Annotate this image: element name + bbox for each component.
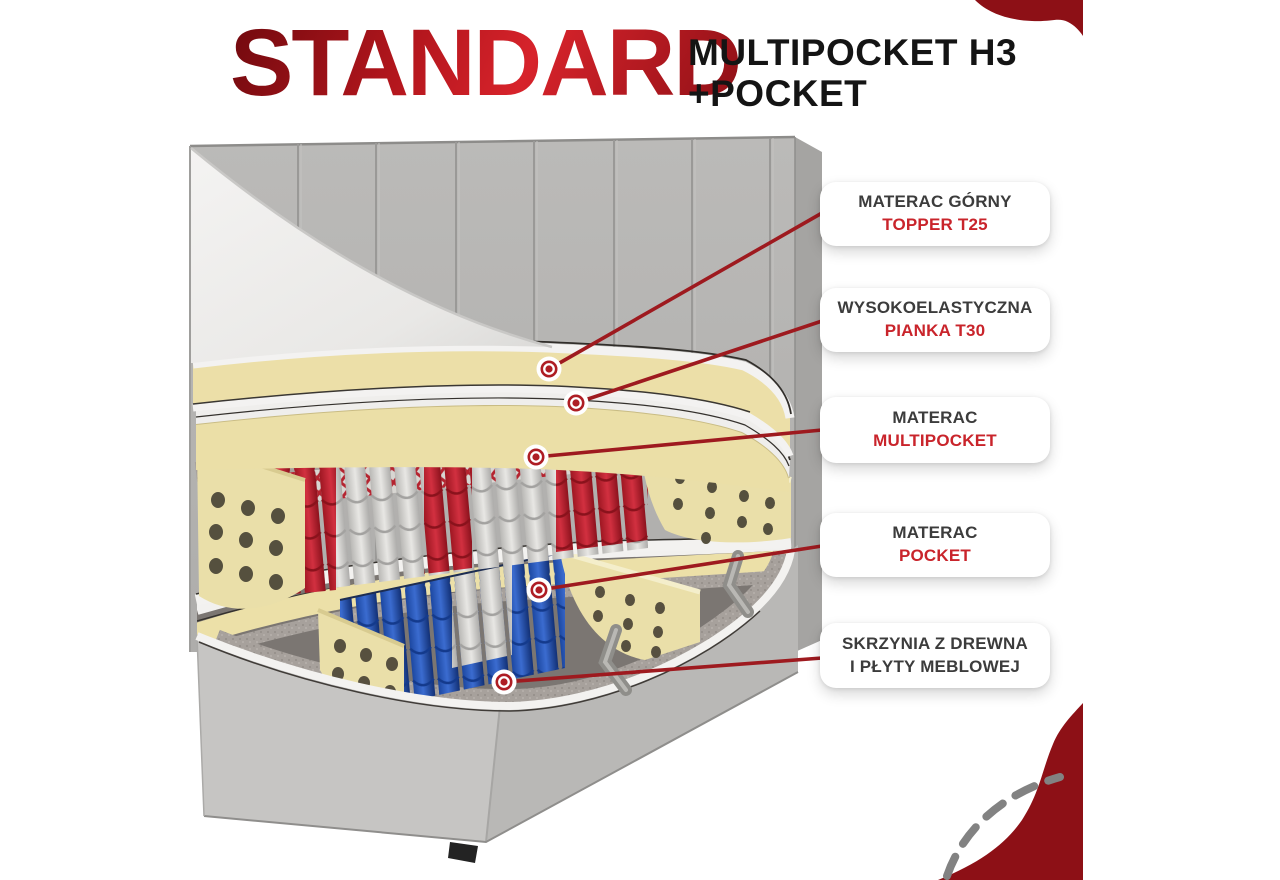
callout-line1: MATERAC — [892, 408, 978, 428]
callout-line1: MATERAC GÓRNY — [858, 192, 1012, 212]
corner-blob-bottom — [938, 703, 1083, 880]
callout-line1: SKRZYNIA Z DREWNA — [842, 633, 1028, 653]
layer-marker — [527, 578, 552, 603]
layer-marker — [537, 357, 562, 382]
subtitle-line-2: +POCKET — [688, 73, 868, 115]
bed-foot — [448, 842, 478, 863]
layer-marker — [524, 445, 549, 470]
callout-line2: MULTIPOCKET — [873, 431, 997, 450]
layer-marker — [492, 670, 517, 695]
callout-label-multipocket — [820, 397, 1050, 463]
subtitle-line-1: MULTIPOCKET H3 — [688, 32, 1018, 73]
callout-line2: POCKET — [898, 546, 972, 565]
callout-label-pocket — [820, 513, 1050, 577]
callout-line2: PIANKA T30 — [884, 321, 986, 340]
page-title: STANDARD — [230, 10, 740, 116]
callout-line2: I PŁYTY MEBLOWEJ — [849, 656, 1021, 676]
callout-line1: MATERAC — [892, 523, 978, 543]
callout-line1: WYSOKOELASTYCZNA — [837, 298, 1033, 318]
callout-line2: TOPPER T25 — [882, 215, 988, 234]
callout-label-base-box — [820, 623, 1050, 688]
layer-marker — [564, 391, 589, 416]
callout-label-foam-t30 — [820, 288, 1050, 352]
corner-blob-top — [975, 0, 1083, 36]
callout-label-topper — [820, 182, 1050, 246]
